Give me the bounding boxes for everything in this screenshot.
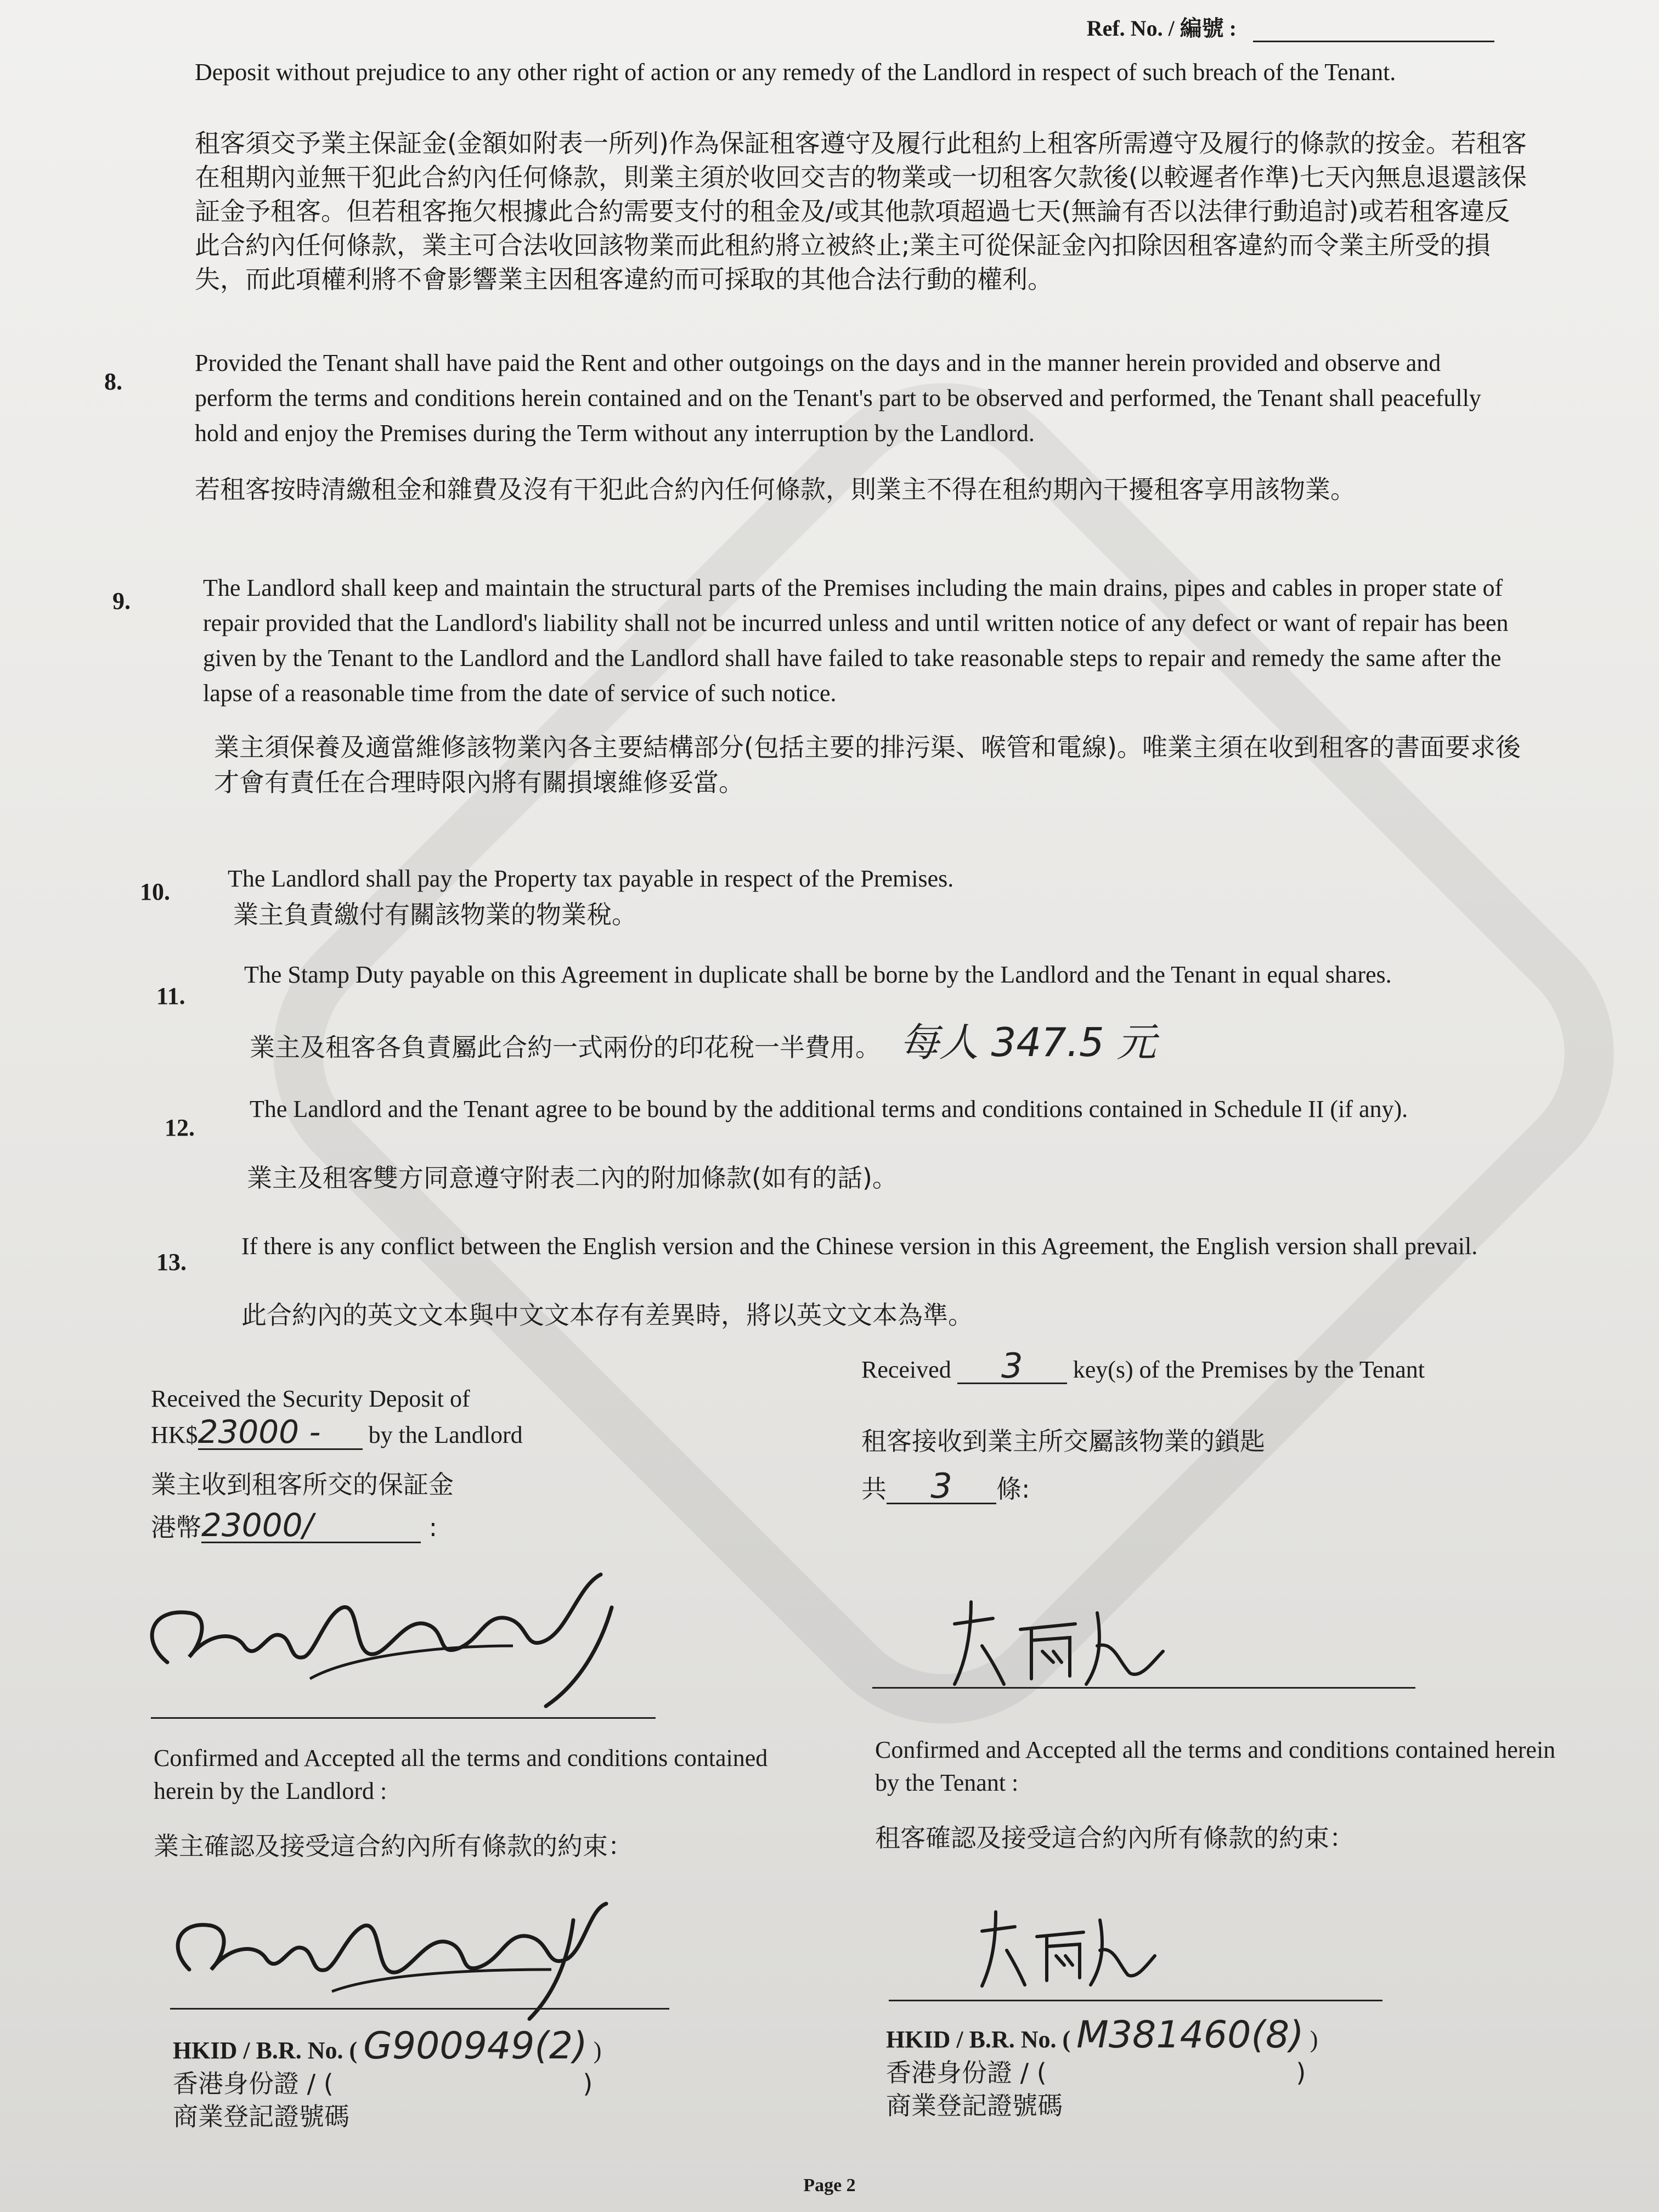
clause11-zh-text: 業主及租客各負責屬此合約一式兩份的印花稅一半費用。 <box>250 1032 881 1062</box>
tenant-receipt-signature <box>933 1580 1174 1701</box>
tenant-zh-id-line <box>886 2056 1544 2089</box>
clause9-en: The Landlord shall keep and maintain the structural parts of the Premises including the main drains, pipes and cables in proper state of repair provided that the Landlord's liability shall not be incurred unless and until written notice of any defect or want of repair has been given by the Tenant to the Landlord and the Landlord shall have failed to take reasonable steps to repair and remedy the same after the lapse of a reasonable time from the date of service of such notice. <box>203 574 1509 707</box>
clause9-number: 9. <box>112 588 131 614</box>
tenant-confirm-signature-line <box>889 2000 1383 2001</box>
clause8-en: Provided the Tenant shall have paid the Rent and other outgoings on the days and in the manner herein provided and observe and perform the terms and conditions herein contained and on the Tenant's part to be observed and performed, the Tenant shall peacefully hold and enjoy the Premises during the Term without any interruption by the Landlord. <box>195 349 1481 447</box>
keys-suffix: key(s) of the Premises by the Tenant <box>1073 1356 1425 1383</box>
deposit-amount: 23000 - <box>198 1415 363 1450</box>
clause8-zh: 若租客按時清繳租金和雜費及沒有干犯此合約內任何條款，則業主不得在租約期內干擾租客享用該物業。 <box>195 475 1356 504</box>
deposit-zh-amount-line <box>151 1506 699 1544</box>
tenant-zh-id: 香港身份證 / ( <box>886 2058 1047 2087</box>
keys-received: Received <box>861 1356 951 1383</box>
tenant-hkid-label: HKID / B.R. No. ( <box>886 2026 1071 2053</box>
clause11-number: 11. <box>156 983 185 1009</box>
landlord-confirm-signature-line <box>170 2008 669 2010</box>
tenant-receipt-signature-line <box>872 1687 1415 1689</box>
tenant-hkid-value: M381460(8) <box>1076 2013 1304 2057</box>
landlord-hkid-label: HKID / B.R. No. ( <box>173 2037 358 2064</box>
landlord-confirm-zh: 業主確認及接受這合約內所有條款的約束： <box>154 1831 633 1861</box>
landlord-hkid-line <box>173 2024 776 2068</box>
deposit-zh-amount: 23000/ <box>201 1509 421 1543</box>
clause11-handwritten-note: 每人 347.5 元 <box>899 1019 1156 1065</box>
landlord-zh-id: 香港身份證 / ( <box>173 2069 334 2098</box>
clause13-number: 13. <box>156 1249 187 1276</box>
tenant-confirm-en: Confirmed and Accepted all the terms and conditions contained herein by the Tenant : <box>875 1736 1556 1796</box>
landlord-confirm-en: Confirmed and Accepted all the terms and conditions contained herein by the Landlord : <box>154 1745 768 1804</box>
clause10-zh: 業主負責繳付有關該物業的物業稅。 <box>233 900 637 929</box>
clause7-en: Deposit without prejudice to any other right of action or any remedy of the Landlord in respect of such breach of the Tenant. <box>195 59 1396 86</box>
clause8-number: 8. <box>104 368 122 395</box>
landlord-receipt-signature-line <box>151 1717 656 1719</box>
clause13-zh: 此合約內的英文文本與中文文本存有差異時，將以英文文本為準。 <box>241 1300 973 1330</box>
clause12-number: 12. <box>165 1114 195 1141</box>
landlord-zh-br: 商業登記證號碼 <box>173 2102 349 2131</box>
tenant-hkid-close: ) <box>1310 2026 1318 2053</box>
page-number: Page 2 <box>803 2175 856 2196</box>
keys-zh-line: 租客接收到業主所交屬該物業的鎖匙 <box>861 1426 1265 1456</box>
clause10-en: The Landlord shall pay the Property tax payable in respect of the Premises. <box>228 865 954 892</box>
keys-zh-prefix: 共 <box>861 1474 887 1504</box>
tenant-zh-id-close: ) <box>1296 2058 1306 2087</box>
tenant-hkid-line <box>886 2013 1544 2057</box>
landlord-hkid-value: G900949(2) <box>363 2024 588 2068</box>
keys-zh-suffix: 條: <box>996 1474 1030 1504</box>
keys-zh-count: 3 <box>887 1470 996 1504</box>
keys-block <box>861 1346 1575 1506</box>
landlord-receipt-signature <box>129 1553 656 1728</box>
clause12-zh: 業主及租客雙方同意遵守附表二內的附加條款(如有的話)。 <box>247 1163 898 1193</box>
deposit-hk-prefix: HK$ <box>151 1421 198 1448</box>
deposit-line1: Received the Security Deposit of <box>151 1385 470 1412</box>
landlord-confirm-block <box>154 1742 812 1863</box>
deposit-zh-colon: : <box>428 1513 438 1542</box>
deposit-block <box>151 1383 699 1544</box>
keys-zh-count-line <box>861 1466 1575 1506</box>
tenant-confirm-block <box>875 1734 1561 1854</box>
keys-count: 3 <box>957 1350 1067 1384</box>
clause13-en: If there is any conflict between the English version and the Chinese version in this Agreement, the English version shall prevail. <box>241 1233 1478 1260</box>
deposit-zh-prefix: 港幣 <box>151 1513 201 1542</box>
tenant-id-block <box>886 2013 1544 2122</box>
landlord-hkid-close: ) <box>593 2037 602 2064</box>
deposit-line2 <box>151 1415 699 1452</box>
ref-number <box>1087 11 1494 42</box>
landlord-zh-id-line <box>173 2067 776 2100</box>
landlord-zh-id-close: ) <box>583 2069 593 2098</box>
deposit-zh-line: 業主收到租客所交的保証金 <box>151 1470 454 1499</box>
clause11-en: The Stamp Duty payable on this Agreement in duplicate shall be borne by the Landlord and the Tenant in equal shares. <box>244 961 1392 988</box>
clause12-en: The Landlord and the Tenant agree to be bound by the additional terms and conditions contained in Schedule II (if any). <box>250 1096 1408 1122</box>
clause11-zh <box>250 1019 1511 1065</box>
deposit-by-landlord: by the Landlord <box>368 1421 523 1448</box>
tenant-zh-br: 商業登記證號碼 <box>886 2091 1063 2120</box>
keys-line1 <box>861 1346 1575 1386</box>
clause10-number: 10. <box>140 878 170 905</box>
tenant-confirm-signature <box>966 1893 1163 2002</box>
clause7-zh: 租客須交予業主保証金(金額如附表一所列)作為保証租客遵守及履行此租約上租客所需遵守及履行的條款的按金。若租客在租期內並無干犯此合約內任何條款，則業主須於收回交吉的物業或一切租客欠款後(以較遲者作準)七天內無息退還該保証金予租客。但若租客拖欠根據此合約需要支付的租金及/或其他款項超過七天(無論有否以法律行動追討)或若租客違反此合約內任何條款，業主可合法收回該物業而此租約將立被終止;業主可從保証金內扣除因租客違約而令業主所受的損失，而此項權利將不會影響業主因租客違約而可採取的其他合法行動的權利。 <box>195 128 1527 294</box>
landlord-id-block <box>173 2024 776 2133</box>
clause9-zh: 業主須保養及適當維修該物業內各主要結構部分(包括主要的排污渠、喉管和電線)。唯業主須在收到租客的書面要求後才會有責任在合理時限內將有關損壞維修妥當。 <box>214 732 1521 797</box>
tenant-confirm-zh: 租客確認及接受這合約內所有條款的約束： <box>875 1823 1355 1853</box>
ref-line <box>1253 41 1494 42</box>
ref-label: Ref. No. / 編號 : <box>1086 16 1237 41</box>
